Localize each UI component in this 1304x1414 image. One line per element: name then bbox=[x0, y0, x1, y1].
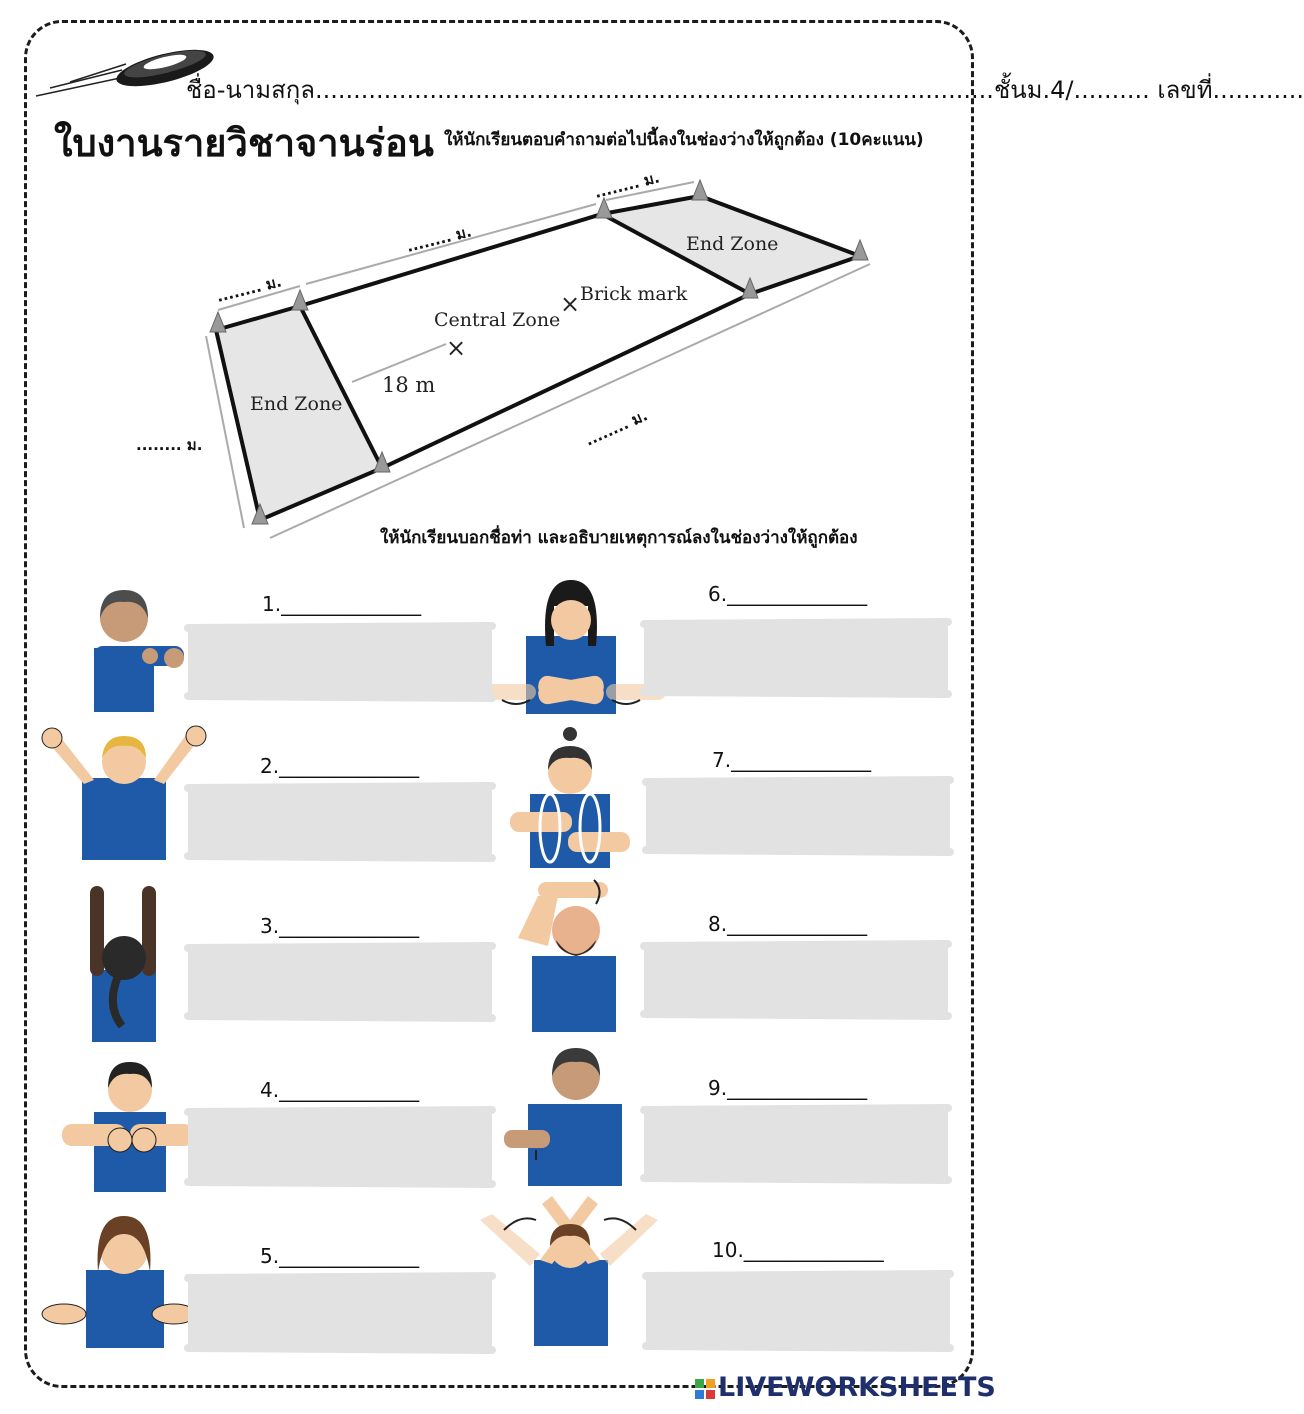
signal-figure-2 bbox=[40, 728, 210, 860]
class-label: ชั้นม.4/ bbox=[993, 76, 1074, 104]
item-7-label: 7.______________ bbox=[712, 748, 872, 772]
end-zone-right-label: End Zone bbox=[686, 233, 779, 255]
signal-figure-4 bbox=[58, 1052, 198, 1192]
signal-figure-10 bbox=[470, 1190, 666, 1346]
instruction-text: ให้นักเรียนตอบคำถามต่อไปนี้ลงในช่องว่างให้ถูกต้อง (10คะแนน) bbox=[444, 130, 924, 150]
page-title: ใบงานรายวิชาจานร่อน bbox=[54, 121, 434, 165]
item-9-label: 9.______________ bbox=[708, 1076, 868, 1100]
answer-box-10[interactable] bbox=[646, 1274, 950, 1348]
class-field[interactable]: .......... bbox=[1073, 76, 1150, 104]
blank-central-length[interactable]: ........ ม. bbox=[404, 222, 474, 256]
blank-field-width[interactable]: ........ ม. bbox=[136, 436, 203, 454]
item-8-label: 8.______________ bbox=[708, 912, 868, 936]
signal-figure-9 bbox=[504, 1044, 628, 1186]
signal-figure-6 bbox=[476, 576, 666, 714]
answer-box-7[interactable] bbox=[646, 780, 950, 852]
answer-box-1[interactable] bbox=[188, 626, 492, 698]
blank-width-end[interactable]: ........ ม. bbox=[214, 272, 284, 306]
brick-mark-label: Brick mark bbox=[580, 283, 688, 305]
number-field[interactable]: ............ bbox=[1212, 76, 1304, 104]
signal-figure-1 bbox=[80, 582, 190, 712]
answer-box-5[interactable] bbox=[188, 1276, 492, 1350]
signal-figure-8 bbox=[514, 876, 626, 1032]
central-zone-label: Central Zone bbox=[434, 309, 561, 331]
answer-box-6[interactable] bbox=[644, 622, 948, 694]
item-2-label: 2.______________ bbox=[260, 754, 420, 778]
liveworksheets-icon bbox=[694, 1378, 716, 1400]
item-3-label: 3.______________ bbox=[260, 914, 420, 938]
item-4-label: 4.______________ bbox=[260, 1078, 420, 1102]
brick-mark-icon: × bbox=[560, 290, 581, 318]
distance-label: 18 m bbox=[382, 373, 436, 397]
signal-figure-5 bbox=[44, 1210, 194, 1348]
number-label: เลขที่ bbox=[1157, 76, 1213, 104]
signal-figure-7 bbox=[506, 728, 632, 868]
student-info-line bbox=[186, 70, 1304, 109]
brand-name: LIVEWORKSHEETS bbox=[718, 1372, 996, 1403]
instruction-text-2: ให้นักเรียนบอกชื่อท่า และอธิบายเหตุการณ์ลงในช่องว่างให้ถูกต้อง bbox=[380, 528, 858, 548]
answer-box-2[interactable] bbox=[188, 786, 492, 858]
end-zone-left-label: End Zone bbox=[250, 393, 343, 415]
blank-end-length[interactable]: ........ ม. bbox=[592, 168, 662, 202]
item-10-label: 10.______________ bbox=[712, 1238, 884, 1262]
signal-figure-3 bbox=[66, 886, 176, 1042]
answer-box-8[interactable] bbox=[644, 944, 948, 1016]
item-5-label: 5.______________ bbox=[260, 1244, 420, 1268]
answer-box-9[interactable] bbox=[644, 1108, 948, 1180]
answer-box-4[interactable] bbox=[188, 1110, 492, 1184]
liveworksheets-logo bbox=[694, 1372, 996, 1403]
ultimate-field-diagram bbox=[120, 160, 880, 540]
center-mark: × bbox=[446, 334, 467, 362]
answer-box-3[interactable] bbox=[188, 946, 492, 1018]
name-field[interactable]: ......................................................................................... bbox=[314, 76, 994, 104]
blank-field-length[interactable]: ........ ม. bbox=[582, 406, 651, 450]
name-label: ชื่อ-นามสกุล bbox=[186, 76, 315, 104]
item-1-label: 1.______________ bbox=[262, 592, 422, 616]
item-6-label: 6.______________ bbox=[708, 582, 868, 606]
